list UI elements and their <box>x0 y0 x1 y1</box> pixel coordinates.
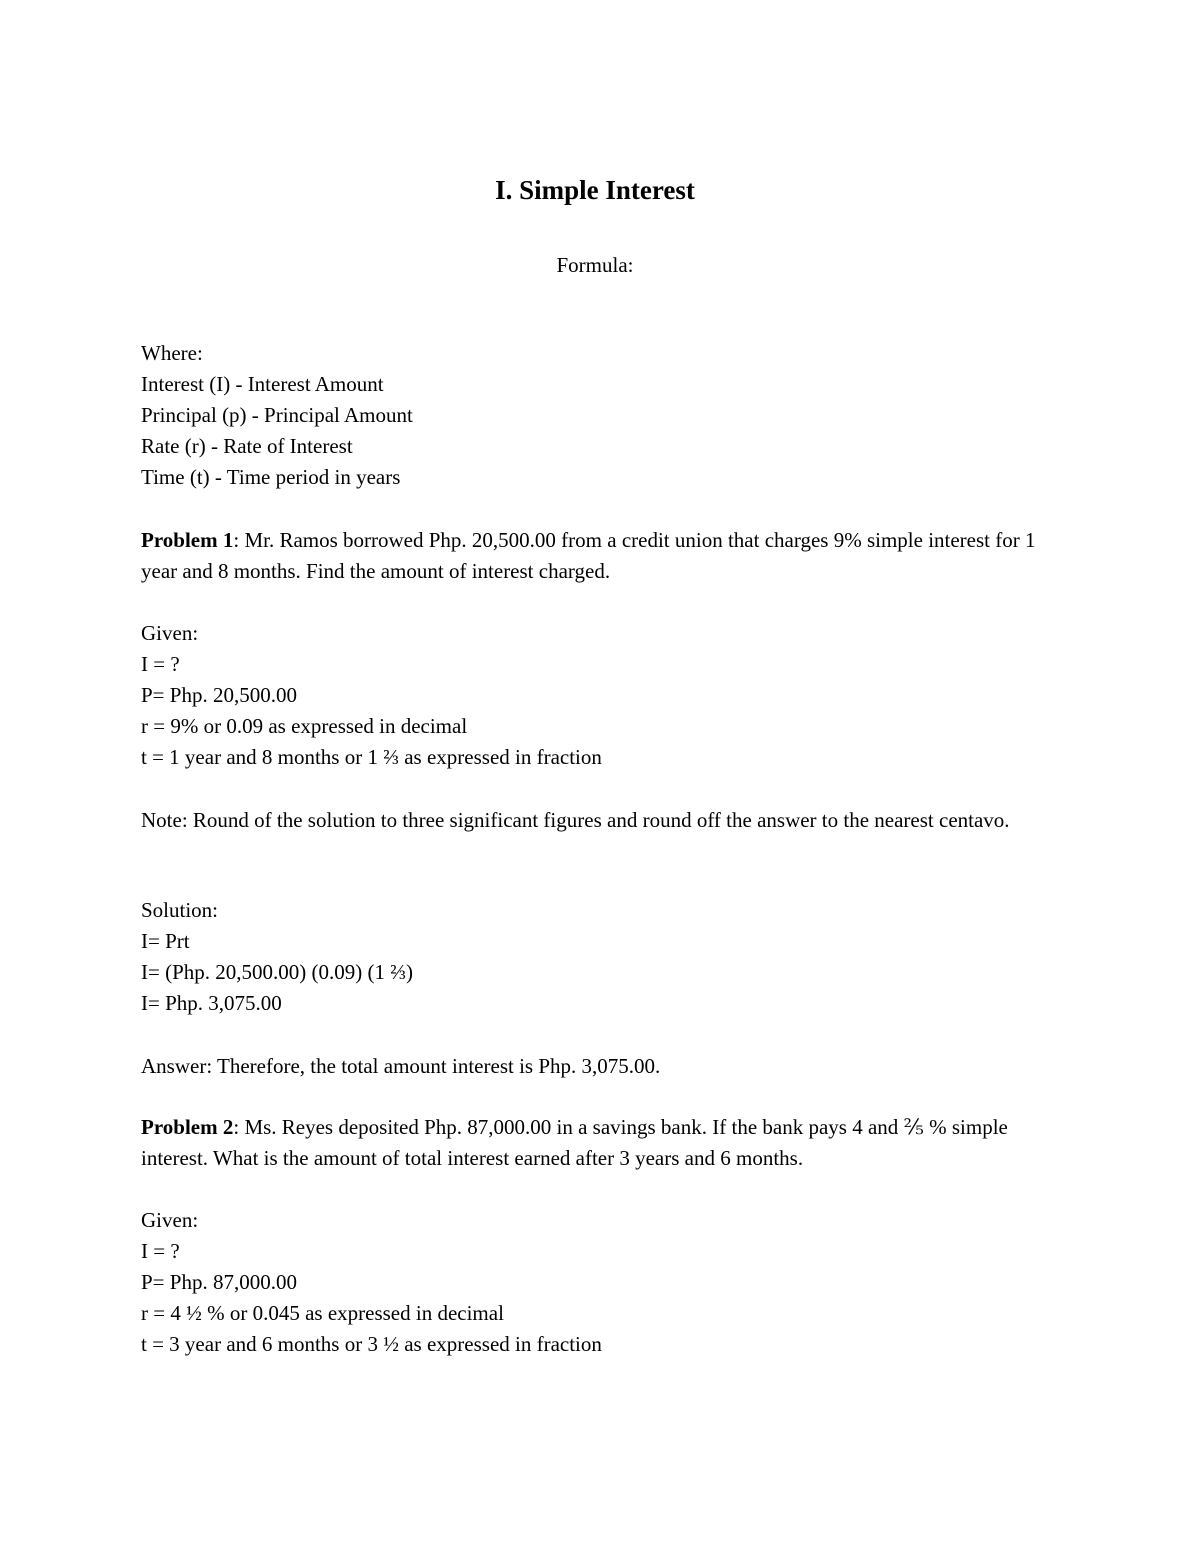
solution-heading: Solution: <box>141 898 219 922</box>
solution-step: I= (Php. 20,500.00) (0.09) (1 ⅔) <box>141 960 413 984</box>
where-item-time: Time (t) - Time period in years <box>141 465 401 489</box>
problem-2-label: Problem 2 <box>141 1115 234 1139</box>
solution-step: I= Prt <box>141 929 190 953</box>
problem-1-solution <box>141 895 1061 1019</box>
given-item: P= Php. 87,000.00 <box>141 1270 297 1294</box>
given-item: I = ? <box>141 652 180 676</box>
problem-1-given <box>141 618 1061 773</box>
where-item-rate: Rate (r) - Rate of Interest <box>141 434 353 458</box>
where-item-principal: Principal (p) - Principal Amount <box>141 403 413 427</box>
given-item: r = 4 ½ % or 0.045 as expressed in decimal <box>141 1301 504 1325</box>
formula-label: Formula: <box>556 253 634 277</box>
given-item: r = 9% or 0.09 as expressed in decimal <box>141 714 468 738</box>
problem-2-text: : Ms. Reyes deposited Php. 87,000.00 in a savings bank. If the bank pays 4 and ⅖ % simple interest. What is the amount of total interest earned after 3 years and 6 months. <box>141 1115 1008 1170</box>
answer-text: Answer: Therefore, the total amount interest is Php. 3,075.00. <box>141 1054 661 1078</box>
given-heading: Given: <box>141 1208 199 1232</box>
problem-1-label: Problem 1 <box>141 528 234 552</box>
problem-1-note <box>141 805 1061 836</box>
where-item-interest: Interest (I) - Interest Amount <box>141 372 384 396</box>
where-section <box>141 338 1061 493</box>
problem-1-text: : Mr. Ramos borrowed Php. 20,500.00 from a credit union that charges 9% simple interest for 1 year and 8 months. Find the amount of interest charged. <box>141 528 1036 583</box>
given-heading: Given: <box>141 621 199 645</box>
given-item: t = 3 year and 6 months or 3 ½ as expressed in fraction <box>141 1332 602 1356</box>
solution-step: I= Php. 3,075.00 <box>141 991 282 1015</box>
problem-2-statement <box>141 1112 1061 1174</box>
page-title: I. Simple Interest <box>495 175 695 205</box>
where-heading: Where: <box>141 341 203 365</box>
problem-2-given <box>141 1205 1061 1360</box>
problem-1-answer <box>141 1051 1061 1082</box>
given-item: I = ? <box>141 1239 180 1263</box>
note-text: Note: Round of the solution to three significant figures and round off the answer to the nearest centavo. <box>141 808 1010 832</box>
problem-1-statement <box>141 525 1061 587</box>
given-item: t = 1 year and 8 months or 1 ⅔ as expressed in fraction <box>141 745 602 769</box>
given-item: P= Php. 20,500.00 <box>141 683 297 707</box>
